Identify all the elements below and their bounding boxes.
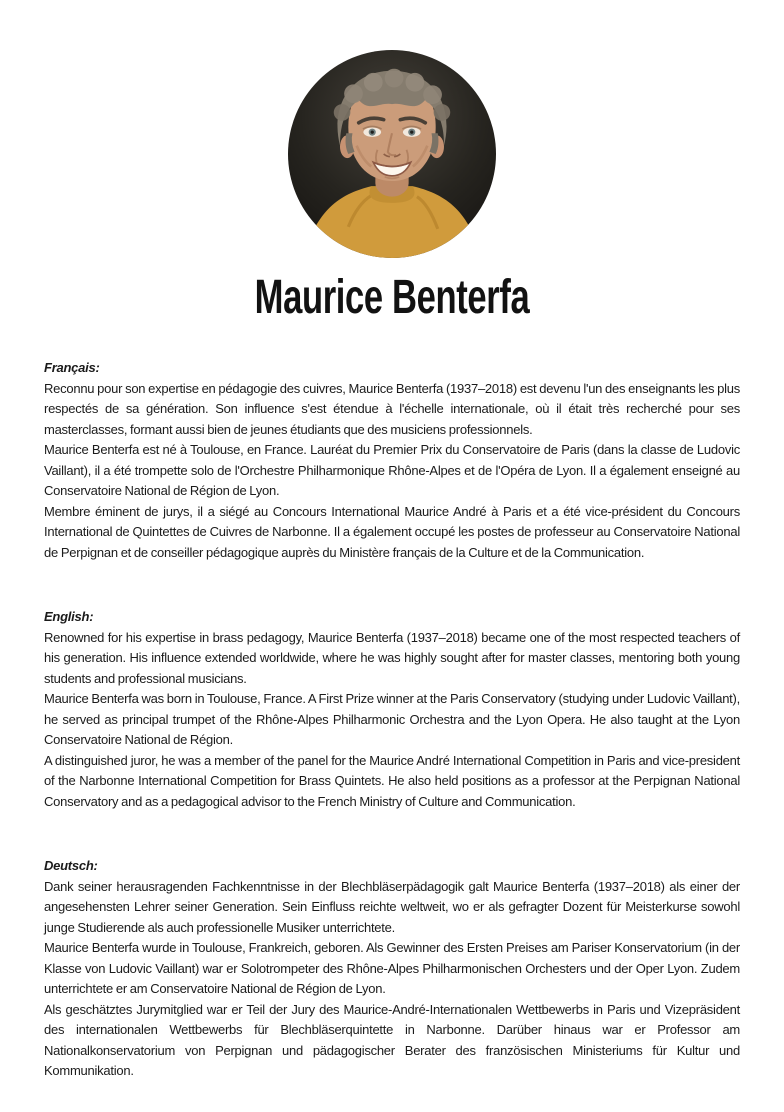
paragraph-deutsch-2: Maurice Benterfa wurde in Toulouse, Frankreich, geboren. Als Gewinner des Ersten Preises am Pariser Konservatorium (in der Klasse von Ludovic Vaillant) war er Solotrompeter des Rhône-Alpes Philharmonischen Orchesters und der Oper Lyon. Zudem unterrichtete er am Conservatoire National de Région de Lyon. — [44, 940, 740, 996]
paragraph-deutsch-1: Dank seiner herausragenden Fachkenntnisse in der Blechbläserpädagogik galt Maurice Benterfa (1937–2018) als einer der angesehensten Lehrer seiner Generation. Sein Einfluss reichte weltweit, wo er als gefragter Dozent für Meisterkurse sowohl junge Studierende als auch professionelle Musiker unterrichtete. — [44, 878, 740, 935]
paragraph-francais-3: Membre éminent de jurys, il a siégé au Concours International Maurice André à Paris et a été vice-président du Concours International de Quintettes de Cuivres de Narbonne. Il a également occupé les postes de professeur au Conservatoire National de Perpignan et de conseiller pédagogique auprès du Ministère français de la Culture et de la Communication. — [44, 503, 740, 560]
bio-content — [0, 326, 784, 1082]
paragraph-english-2: Maurice Benterfa was born in Toulouse, France. A First Prize winner at the Paris Conservatory (studying under Ludovic Vaillant), he served as principal trumpet of the Rhône-Alpes Philharmonic Orchestra and the Lyon Opera. He also taught at the Lyon Conservatoire National de Région. — [44, 691, 740, 747]
section-deutsch — [44, 856, 740, 1082]
section-heading-francais: Français: — [44, 360, 100, 375]
paragraph-english-3: A distinguished juror, he was a member of the panel for the Maurice André International Competition in Paris and vice-president of the Narbonne International Competition for Brass Quintets. He also held positions as a professor at the Perpignan National Conservatory and as a pedagogical advisor to the French Ministry of Culture and Communication. — [44, 752, 740, 809]
section-heading-deutsch: Deutsch: — [44, 858, 98, 873]
paragraph-english-1: Renowned for his expertise in brass pedagogy, Maurice Benterfa (1937–2018) became one of the most respected teachers of his generation. His influence extended worldwide, where he was highly sought after for master classes, mentoring both young students and professional musicians. — [44, 629, 740, 686]
portrait-photo — [288, 50, 496, 258]
paragraph-francais-1: Reconnu pour son expertise en pédagogie des cuivres, Maurice Benterfa (1937–2018) est devenu l'un des enseignants les plus respectés de sa génération. Son influence s'est étendue à l'échelle internationale, où il était très recherché pour ses masterclasses, formant aussi bien de jeunes étudiants que des musiciens professionnels. — [44, 380, 740, 437]
paragraph-francais-2: Maurice Benterfa est né à Toulouse, en France. Lauréat du Premier Prix du Conservatoire de Paris (dans la classe de Ludovic Vaillant), il a été trompette solo de l'Orchestre Philharmonique Rhône-Alpes et de l'Opéra de Lyon. Il a également enseigné au Conservatoire National de Région de Lyon. — [44, 442, 740, 498]
paragraph-deutsch-3: Als geschätztes Jurymitglied war er Teil der Jury des Maurice-André-Internationalen Wettbewerbs in Paris und Vizepräsident des internationalen Wettbewerbs für Blechbläserquintette in Narbonne. Darüber hinaus war er Professor am Nationalkonservatorium von Perpignan und pädagogischer Berater des französischen Ministeriums für Kultur und Kommunikation. — [44, 1001, 740, 1078]
portrait-photo-image — [288, 50, 496, 258]
section-francais — [44, 358, 740, 563]
section-heading-english: English: — [44, 609, 94, 624]
section-english — [44, 607, 740, 812]
page-title: Maurice Benterfa — [254, 271, 530, 324]
